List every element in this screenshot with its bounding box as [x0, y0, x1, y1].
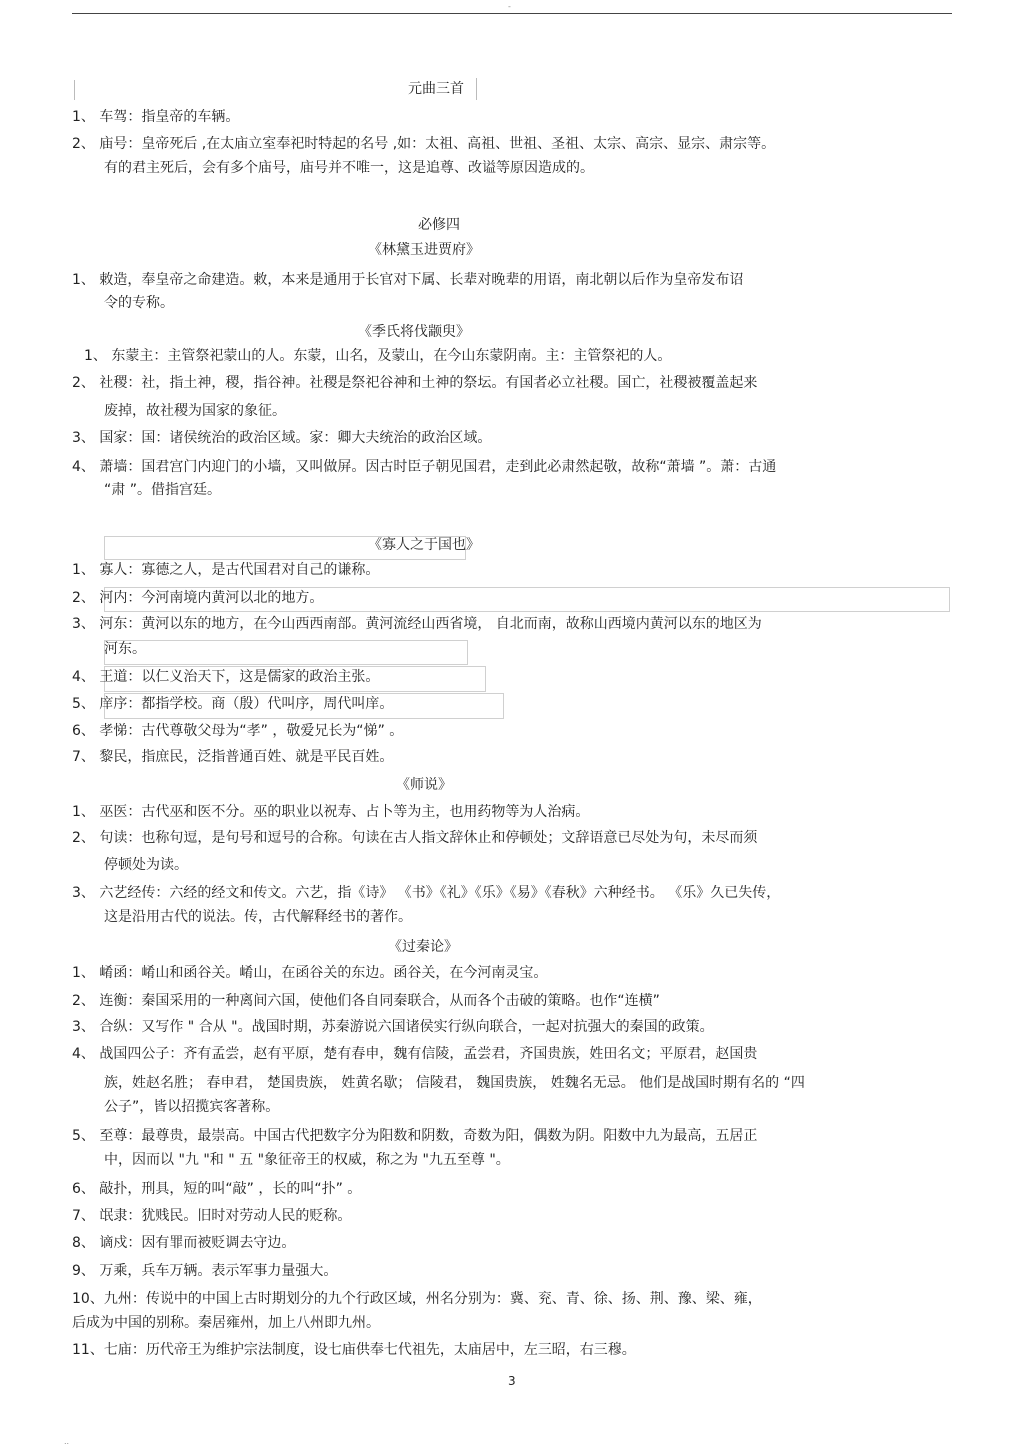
text-line: 中，因而以 "九 "和 " 五 "象征帝王的权威，称之为 "九五至尊 "。 — [104, 1152, 510, 1168]
text-line: 1、 寡人：寡德之人，是古代国君对自己的谦称。 — [72, 562, 380, 578]
text-line: 7、 氓隶：犹贱民。旧时对劳动人民的贬称。 — [72, 1208, 352, 1224]
header-mark: - — [508, 2, 511, 11]
text-line: 5、 至尊：最尊贵，最崇高。中国古代把数字分为阳数和阴数，奇数为阳，偶数为阴。阳数中九为最高，五居正 — [72, 1128, 758, 1144]
text-line: 1、 车驾：指皇帝的车辆。 — [72, 109, 240, 125]
text-line: 1、 敕造，奉皇帝之命建造。敕，本来是通用于长官对下属、长辈对晚辈的用语，南北朝以后作为皇帝发布诏 — [72, 272, 744, 288]
text-line: “肃 ”。借指宫廷。 — [104, 482, 221, 498]
text-line: 2、 社稷：社，指土神，稷，指谷神。社稷是祭祀谷神和土神的祭坛。有国者必立社稷。国亡，社稷被覆盖起来 — [72, 375, 758, 391]
text-line: 后成为中国的别称。秦居雍州，加上八州即九州。 — [72, 1315, 380, 1331]
header-rule — [72, 13, 952, 14]
title-margin-mark — [476, 78, 477, 100]
text-line: 7、 黎民，指庶民，泛指普通百姓、就是平民百姓。 — [72, 749, 394, 765]
text-line: 3、 河东：黄河以东的地方，在今山西西南部。黄河流经山西省境， 自北而南，故称山西境内黄河以东的地区为 — [72, 616, 762, 632]
text-line: 2、 河内：今河南境内黄河以北的地方。 — [72, 590, 324, 606]
section-heading: 《师说》 — [396, 777, 452, 793]
text-line: 4、 王道：以仁义治天下，这是儒家的政治主张。 — [72, 669, 380, 685]
text-line: 4、 萧墙：国君宫门内迎门的小墙，又叫做屏。因古时臣子朝见国君，走到此必肃然起敬，故称“萧墙 ”。萧：古通 — [72, 459, 777, 475]
text-line: 3、 合纵：又写作 " 合从 "。战国时期，苏秦游说六国诸侯实行纵向联合，一起对抗强大的秦国的政策。 — [72, 1019, 714, 1035]
section-heading: 《过秦论》 — [388, 939, 458, 955]
section-heading: 《寡人之于国也》 — [368, 537, 480, 553]
text-line: 令的专称。 — [104, 295, 174, 311]
text-line: 公子”，皆以招揽宾客著称。 — [104, 1099, 280, 1115]
text-line: 3、 国家：国：诸侯统治的政治区域。家：卿大夫统治的政治区域。 — [72, 430, 492, 446]
text-line: 2、 连衡：秦国采用的一种离间六国，使他们各自同秦联合，从而各个击破的策略。也作“连横” — [72, 993, 660, 1009]
text-line: 1、 巫医：古代巫和医不分。巫的职业以祝寿、占卜等为主，也用药物等为人治病。 — [72, 804, 590, 820]
text-line: 有的君主死后，会有多个庙号，庙号并不唯一，这是追尊、改谥等原因造成的。 — [104, 160, 594, 176]
text-line: 4、 战国四公子：齐有孟尝，赵有平原，楚有春申，魏有信陵，孟尝君，齐国贵族，姓田名文；平原君，赵国贵 — [72, 1046, 758, 1062]
text-line: 1、 崤函：崤山和函谷关。崤山，在函谷关的东边。函谷关，在今河南灵宝。 — [72, 965, 548, 981]
footer-mark: .. — [64, 1437, 70, 1446]
text-line: 这是沿用古代的说法。传，古代解释经书的著作。 — [104, 909, 412, 925]
section-heading: 必修四 — [418, 217, 460, 233]
text-line: 9、 万乘，兵车万辆。表示军事力量强大。 — [72, 1263, 338, 1279]
text-line: 停顿处为读。 — [104, 857, 188, 873]
text-line: 6、 孝悌：古代尊敬父母为“孝” ，敬爱兄长为“悌” 。 — [72, 723, 404, 739]
left-margin-mark — [74, 80, 75, 100]
page-number: 3 — [508, 1374, 516, 1388]
section-heading: 《林黛玉进贾府》 — [368, 242, 480, 258]
text-line: 2、 庙号：皇帝死后 ,在太庙立室奉祀时特起的名号 ,如：太祖、高祖、世祖、圣祖、太宗、高宗、显宗、肃宗等。 — [72, 136, 776, 152]
text-line: 11、七庙：历代帝王为维护宗法制度，设七庙供奉七代祖先，太庙居中，左三昭，右三穆。 — [72, 1342, 636, 1358]
section-heading: 《季氏将伐颛臾》 — [358, 324, 470, 340]
text-line: 2、 句读：也称句逗，是句号和逗号的合称。句读在古人指文辞休止和停顿处；文辞语意已尽处为句，未尽而须 — [72, 830, 758, 846]
text-line: 1、 东蒙主：主管祭祀蒙山的人。东蒙，山名，及蒙山，在今山东蒙阴南。主：主管祭祀的人。 — [84, 348, 672, 364]
section-heading: 元曲三首 — [408, 81, 464, 97]
highlight-box-3 — [104, 640, 468, 665]
text-line: 10、九州：传说中的中国上古时期划分的九个行政区域，州名分别为：冀、兖、青、徐、扬、荆、豫、梁、雍， — [72, 1291, 762, 1307]
text-line: 5、 庠序：都指学校。商（殷）代叫序，周代叫庠。 — [72, 696, 394, 712]
text-line: 河东。 — [104, 641, 146, 657]
text-line: 8、 谪戍：因有罪而被贬调去守边。 — [72, 1235, 296, 1251]
text-line: 3、 六艺经传：六经的经文和传文。六艺，指《诗》 《书》《礼》《乐》《易》《春秋》六种经书。 《乐》久已失传， — [72, 885, 781, 901]
text-line: 6、 敲扑，刑具，短的叫“敲” ，长的叫“扑” 。 — [72, 1181, 362, 1197]
text-line: 废掉，故社稷为国家的象征。 — [104, 403, 286, 419]
text-line: 族，姓赵名胜； 春申君， 楚国贵族， 姓黄名歇； 信陵君， 魏国贵族， 姓魏名无忌。 他们是战国时期有名的 “四 — [104, 1075, 805, 1091]
